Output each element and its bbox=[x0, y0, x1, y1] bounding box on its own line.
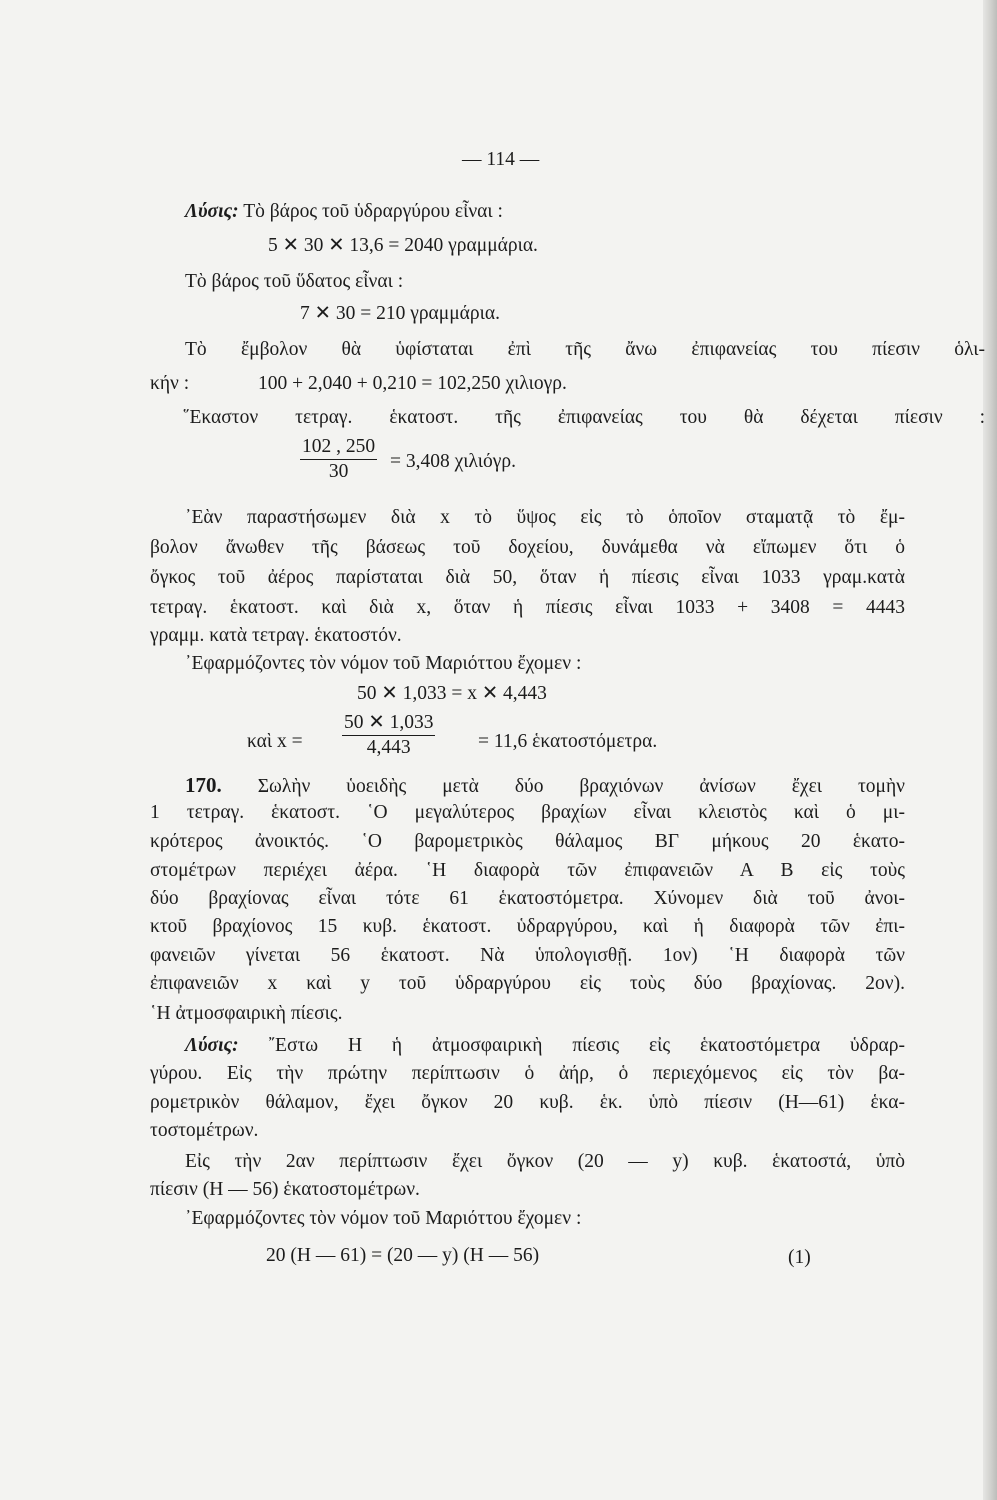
equation-prefix: καὶ x = bbox=[247, 731, 303, 752]
solution-line bbox=[185, 1034, 905, 1058]
numerator: 50 ✕ 1,033 bbox=[342, 712, 435, 736]
page-edge bbox=[983, 0, 997, 1500]
equation: 7 ✕ 30 = 210 γραμμάρια. bbox=[300, 303, 500, 324]
text-line: ὄγκος τοῦ ἀέρος παρίσταται διὰ 50, ὅταν ἡ πίεσις εἶναι 1033 γραμ.κατὰ bbox=[150, 567, 905, 588]
equation: 5 ✕ 30 ✕ 13,6 = 2040 γραμμάρια. bbox=[268, 235, 538, 256]
page-number: — 114 — bbox=[462, 149, 540, 170]
text-line: 1 τετραγ. ἑκατοστ. ῾Ο μεγαλύτερος βραχίων εἶναι κλειστὸς καὶ ὁ μι- bbox=[150, 802, 905, 823]
text: ῎Εστω Η ἡ ἀτμοσφαιρικὴ πίεσις εἰς ἑκατοστόμετρα ὑδραρ- bbox=[268, 1035, 905, 1056]
equation: 20 (Η — 61) = (20 — y) (Η — 56) bbox=[266, 1245, 540, 1266]
text-line: ρομετρικὸν θάλαμον, ἔχει ὄγκον 20 κυβ. ἑκ. ὑπὸ πίεσιν (Η—61) ἑκα- bbox=[150, 1092, 905, 1113]
text-line: γύρου. Εἰς τὴν πρώτην περίπτωσιν ὁ ἀήρ, ὁ περιεχόμενος εἰς τὸν βα- bbox=[150, 1063, 905, 1084]
text-line: κήν : bbox=[150, 373, 190, 394]
problem-number: 170. bbox=[185, 773, 222, 797]
fraction bbox=[342, 712, 435, 759]
text: Τὸ βάρος τοῦ ὑδραργύρου εἶναι : bbox=[243, 201, 503, 222]
text-line: στομέτρων περιέχει ἀέρα. ῾Η διαφορὰ τῶν ἐπιφανειῶν Α Β εἰς τοὺς bbox=[150, 860, 905, 881]
text-line: ᾿Εφαρμόζοντες τὸν νόμον τοῦ Μαριόττου ἔχομεν : bbox=[185, 1208, 582, 1229]
text-line: Τὸ ἔμβολον θὰ ὑφίσταται ἐπὶ τῆς ἄνω ἐπιφανείας του πίεσιν ὁλι- bbox=[185, 339, 985, 360]
text-line: ἐπιφανειῶν x καὶ y τοῦ ὑδραργύρου εἰς τοὺς δύο βραχίονας. 2ον). bbox=[150, 973, 905, 994]
text-line: γραμμ. κατὰ τετραγ. ἑκατοστόν. bbox=[150, 625, 402, 646]
text-line: ῾Η ἀτμοσφαιρικὴ πίεσις. bbox=[150, 1003, 343, 1024]
text-line: ᾿Εὰν παραστήσωμεν διὰ x τὸ ὕψος εἰς τὸ ὁποῖον σταματᾷ τὸ ἔμ- bbox=[185, 507, 905, 528]
solution-line bbox=[185, 200, 503, 224]
text-line: κρότερος ἀνοικτός. ῾Ο βαρομετρικὸς θάλαμος ΒΓ μήκους 20 ἑκατο- bbox=[150, 831, 905, 852]
text: Σωλὴν ὑοειδὴς μετὰ δύο βραχιόνων ἀνίσων ἔχει τομὴν bbox=[257, 776, 906, 797]
text-line: ᾿Εφαρμόζοντες τὸν νόμον τοῦ Μαριόττου ἔχομεν : bbox=[185, 653, 582, 674]
equation-result: = 3,408 χιλιόγρ. bbox=[390, 451, 516, 472]
equation-number: (1) bbox=[788, 1247, 811, 1268]
text-line: Εἰς τὴν 2αν περίπτωσιν ἔχει ὄγκον (20 — y) κυβ. ἑκατοστά, ὑπὸ bbox=[185, 1151, 905, 1172]
numerator: 102 , 250 bbox=[300, 436, 377, 460]
problem-line bbox=[185, 773, 905, 797]
solution-label: Λύσις: bbox=[185, 201, 239, 222]
denominator: 30 bbox=[328, 461, 349, 482]
text-line: φανειῶν γίνεται 56 ἑκατοστ. Νὰ ὑπολογισθῇ. 1ον) ῾Η διαφορὰ τῶν bbox=[150, 945, 905, 966]
solution-label: Λύσις: bbox=[185, 1035, 239, 1056]
text-line: δύο βραχίονας εἶναι τότε 61 ἑκατοστόμετρα. Χύνομεν διὰ τοῦ ἀνοι- bbox=[150, 888, 905, 909]
text-line: τοστομέτρων. bbox=[150, 1120, 259, 1141]
fraction bbox=[300, 436, 377, 483]
equation: 100 + 2,040 + 0,210 = 102,250 χιλιογρ. bbox=[258, 373, 567, 394]
text-line: τετραγ. ἑκατοστ. καὶ διὰ x, ὅταν ἡ πίεσις εἶναι 1033 + 3408 = 4443 bbox=[150, 597, 905, 618]
text-line: Τὸ βάρος τοῦ ὕδατος εἶναι : bbox=[185, 271, 404, 292]
equation: 50 ✕ 1,033 = x ✕ 4,443 bbox=[357, 683, 547, 704]
text-line: βολον ἄνωθεν τῆς βάσεως τοῦ δοχείου, δυνάμεθα νὰ εἴπωμεν ὅτι ὁ bbox=[150, 537, 905, 558]
text-line: ῞Εκαστον τετραγ. ἑκατοστ. τῆς ἐπιφανείας του θὰ δέχεται πίεσιν : bbox=[183, 407, 985, 428]
denominator: 4,443 bbox=[366, 737, 411, 758]
text-line: πίεσιν (Η — 56) ἑκατοστομέτρων. bbox=[150, 1179, 420, 1200]
text-line: κτοῦ βραχίονος 15 κυβ. ἑκατοστ. ὑδραργύρου, καὶ ἡ διαφορὰ τῶν ἐπι- bbox=[150, 916, 905, 937]
equation-result: = 11,6 ἑκατοστόμετρα. bbox=[478, 731, 658, 752]
